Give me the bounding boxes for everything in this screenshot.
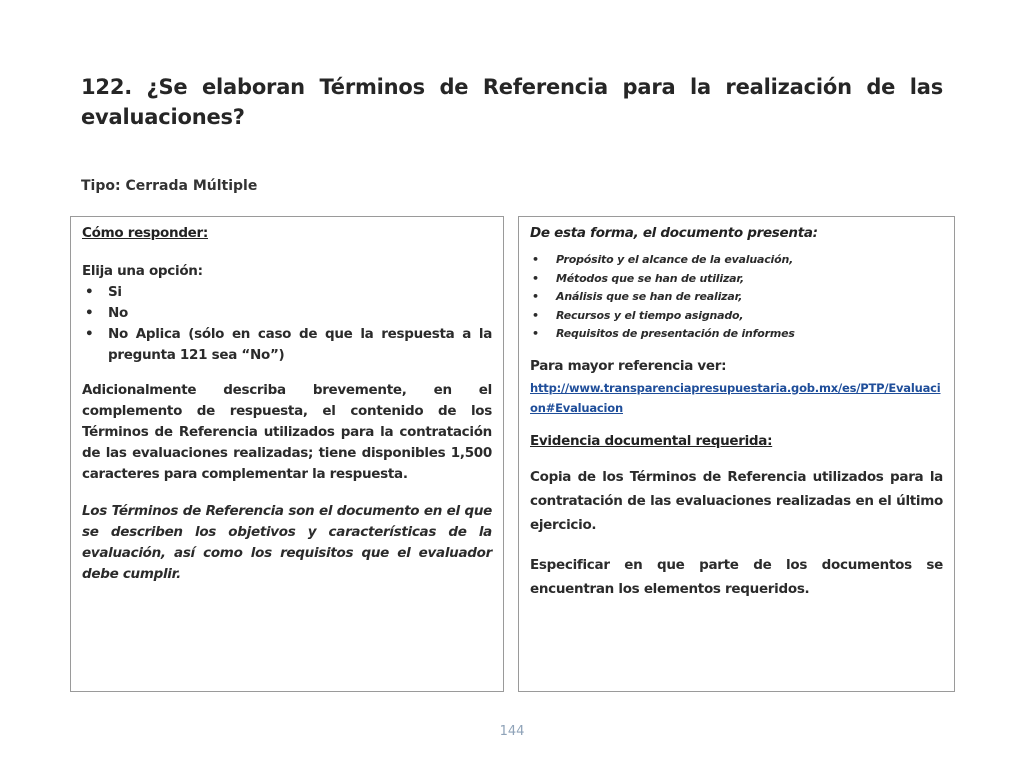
reference-link[interactable]: http://www.transparenciapresupuestaria.gob.mx/es/PTP/Evaluacion#Evaluacion (530, 380, 941, 415)
question-title: 122. ¿Se elaboran Términos de Referencia para la realización de las evaluaciones? (81, 75, 943, 129)
requirements-list (530, 251, 943, 344)
additional-instructions: Adicionalmente describa brevemente, en el complemento de respuesta, el contenido de los Términos de Referencia utilizados para la contratación de las evaluaciones realizadas; tiene disponibles 1,500 caracteres para complementar la respuesta. (82, 382, 492, 482)
options-list (82, 282, 492, 366)
how-to-answer-heading: Cómo responder: (82, 225, 208, 241)
requirement-item: • Recursos y el tiempo asignado, (530, 307, 943, 326)
document-requirements-panel (518, 216, 955, 692)
option-item: • No Aplica (sólo en caso de que la respuesta a la pregunta 121 sea “No”) (82, 324, 492, 366)
page-number: 144 (499, 724, 525, 739)
requirement-item: • Propósito y el alcance de la evaluación, (530, 251, 943, 270)
evidence-text: Copia de los Términos de Referencia utilizados para la contratación de las evaluaciones realizadas en el último ejercicio. (530, 468, 943, 533)
option-item: • Si (82, 282, 492, 303)
requirement-item: • Análisis que se han de realizar, (530, 288, 943, 307)
requirement-item: • Métodos que se han de utilizar, (530, 270, 943, 289)
question-type: Tipo: Cerrada Múltiple (81, 178, 258, 194)
reference-label: Para mayor referencia ver: (530, 357, 727, 374)
how-to-answer-panel (70, 216, 504, 692)
definition-paragraph: Los Términos de Referencia son el documento en el que se describen los objetivos y características de la evaluación, así como los requisitos que el evaluador debe cumplir. (82, 503, 492, 582)
requirement-item: • Requisitos de presentación de informes (530, 325, 943, 344)
evidence-specification: Especificar en que parte de los documentos se encuentran los elementos requeridos. (530, 556, 943, 597)
evidence-heading: Evidencia documental requerida: (530, 432, 773, 449)
instruction-text: Elija una opción: (82, 263, 203, 279)
document-presents-heading: De esta forma, el documento presenta: (530, 225, 818, 241)
option-item: • No (82, 303, 492, 324)
